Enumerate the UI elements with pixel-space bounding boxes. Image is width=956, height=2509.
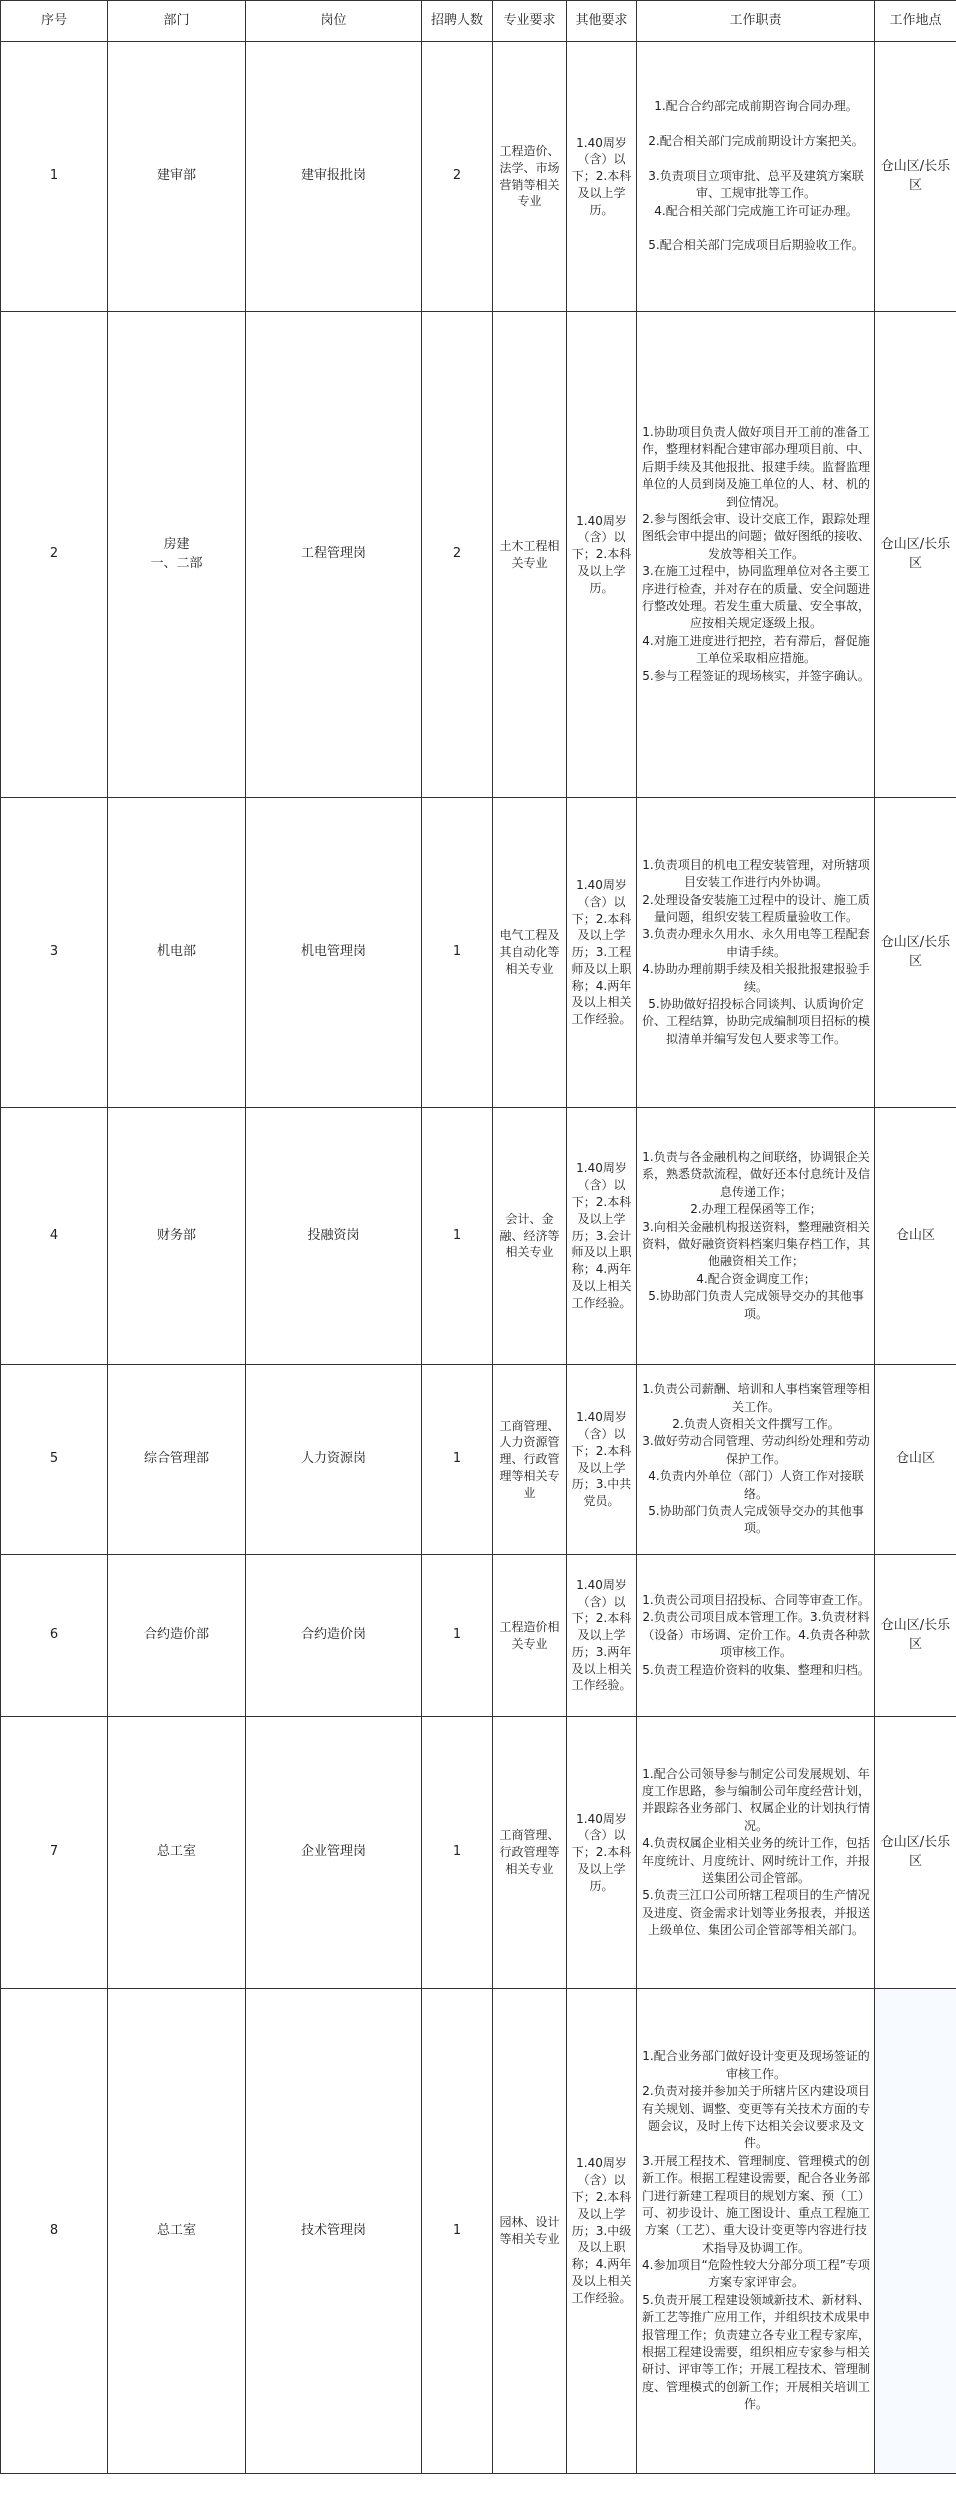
cell-no: 7 xyxy=(1,1717,108,1989)
cell-no: 2 xyxy=(1,312,108,798)
cell-duty: 1.协助项目负责人做好项目开工前的准备工作，整理材料配合建审部办理项目前、中、后期手续及其他报批、报建手续。监督监理单位的人员到岗及施工单位的人、材、机的到位情况。 2.参与图纸会审、设计交底工作，跟踪处理图纸会审中提出的问题；做好图纸的接收、发放等相关工作。 3.在施工过程中，协同监理单位对各主要工序进行检查，并对存在的质量、安全问题进行整改处理。若发生重大质量、安全事故，应按相关规定逐级上报。 4.对施工进度进行把控，若有滞后，督促施工单位采取相应措施。 5.参与工程签证的现场核实，并签字确认。 xyxy=(641,425,870,683)
header-post: 岗位 xyxy=(246,1,422,42)
cell-post: 投融资岗 xyxy=(246,1108,422,1365)
cell-duty: 1.负责公司项目招投标、合同等审查工作。2.负责公司项目成本管理工作。3.负责材料（设备）市场调、定价工作。4.负责各种款项审核工作。 5.负责工程造价资料的收集、整理和归档。 xyxy=(642,1593,870,1677)
cell-major: 会计、金融、经济等相关专业 xyxy=(493,1108,567,1365)
cell-duty-wrap xyxy=(637,798,875,1108)
cell-major: 工程造价、法学、市场营销等相关专业 xyxy=(493,42,567,312)
cell-dept: 财务部 xyxy=(108,1108,246,1365)
cell-count: 1 xyxy=(422,1108,493,1365)
cell-post: 建审报批岗 xyxy=(246,42,422,312)
cell-major: 工程造价相关专业 xyxy=(493,1555,567,1717)
cell-duty-wrap xyxy=(637,1555,875,1717)
cell-dept: 总工室 xyxy=(108,1717,246,1989)
cell-duty-wrap xyxy=(637,1989,875,2474)
cell-no: 6 xyxy=(1,1555,108,1717)
cell-count: 1 xyxy=(422,1989,493,2474)
cell-count: 2 xyxy=(422,312,493,798)
cell-loc: 仓山区 xyxy=(875,1365,956,1555)
cell-no: 4 xyxy=(1,1108,108,1365)
table-row xyxy=(1,312,956,798)
cell-duty: 1.配合业务部门做好设计变更及现场签证的审核工作。 2.负责对接并参加关于所辖片区内建设项目有关规划、调整、变更等有关技术方面的专题会议，及时上传下达相关会议要求及文件。 3.开展工程技术、管理制度、管理模式的创新工作。根据工程建设需要，配合各业务部门进行新建工程项目的规划方案、预（工）可、初步设计、施工图设计、重点工程施工方案（工艺）、重大设计变更等内容进行技术指导及协调工作。 4.参加项目“危险性较大分部分项工程”专项方案专家评审会。 5.负责开展工程建设领域新技术、新材料、新工艺等推广应用工作，并组织技术成果申报管理工作；负责建立各专业工程专家库，根据工程建设需要，组织相应专家参与相关研讨、评审等工作；开展工程技术、管理制度、管理模式的创新工作；开展相关培训工作。 xyxy=(641,2049,870,2412)
cell-dept: 综合管理部 xyxy=(108,1365,246,1555)
cell-loc: 仓山区/长乐区 xyxy=(875,42,956,312)
cell-duty: 1.配合公司领导参与制定公司发展规划、年度工作思路，参与编制公司年度经营计划，并跟踪各业务部门、权属企业的计划执行情况。 4.负责权属企业相关业务的统计工作，包括年度统计、月度统计、网时统计工作，并报送集团公司企管部。 5.负责三江口公司所辖工程项目的生产情况及进度、资金需求计划等业务报表，并报送上级单位、集团公司企管部等相关部门。 xyxy=(641,1766,870,1938)
cell-dept: 合约造价部 xyxy=(108,1555,246,1717)
cell-count: 2 xyxy=(422,42,493,312)
cell-other: 1.40周岁（含）以下；2.本科及以上学历。 xyxy=(567,42,637,312)
table-row xyxy=(1,1365,956,1555)
cell-duty-wrap xyxy=(637,312,875,798)
cell-no: 3 xyxy=(1,798,108,1108)
table-row xyxy=(1,42,956,312)
cell-major: 园林、设计等相关专业 xyxy=(493,1989,567,2474)
cell-loc: 仓山区/长乐区 xyxy=(875,1555,956,1717)
cell-other: 1.40周岁（含）以下；2.本科及以上学历；3.中共党员。 xyxy=(567,1365,637,1555)
table-header-row xyxy=(1,1,956,42)
cell-other: 1.40周岁（含）以下；2.本科及以上学历。 xyxy=(567,1717,637,1989)
cell-post: 合约造价岗 xyxy=(246,1555,422,1717)
cell-other: 1.40周岁（含）以下；2.本科及以上学历；3.工程师及以上职称；4.两年及以上相关工作经验。 xyxy=(567,798,637,1108)
cell-duty: 1.配合合约部完成前期咨询合同办理。 2.配合相关部门完成前期设计方案把关。 3.负责项目立项审批、总平及建筑方案联审、工规审批等工作。 4.配合相关部门完成施工许可证办理。 5.配合相关部门完成项目后期验收工作。 xyxy=(648,99,864,253)
header-no: 序号 xyxy=(1,1,108,42)
cell-post: 企业管理岗 xyxy=(246,1717,422,1989)
cell-count: 1 xyxy=(422,1365,493,1555)
table-row xyxy=(1,1989,956,2474)
cell-major: 工商管理、人力资源管理、行政管理等相关专业 xyxy=(493,1365,567,1555)
cell-major: 电气工程及其自动化等相关专业 xyxy=(493,798,567,1108)
cell-no: 8 xyxy=(1,1989,108,2474)
cell-no: 1 xyxy=(1,42,108,312)
header-major: 专业要求 xyxy=(493,1,567,42)
cell-major: 土木工程相关专业 xyxy=(493,312,567,798)
cell-count: 1 xyxy=(422,1717,493,1989)
cell-loc: 仓山区/长乐区 xyxy=(875,312,956,798)
cell-duty-wrap xyxy=(637,1108,875,1365)
cell-post: 人力资源岗 xyxy=(246,1365,422,1555)
cell-other: 1.40周岁（含）以下；2.本科及以上学历；3.会计师及以上职称；4.两年及以上相关工作经验。 xyxy=(567,1108,637,1365)
cell-other: 1.40周岁（含）以下；2.本科及以上学历；3.两年及以上相关工作经验。 xyxy=(567,1555,637,1717)
cell-dept: 建审部 xyxy=(108,42,246,312)
cell-duty: 1.负责公司薪酬、培训和人事档案管理等相关工作。 2.负责人资相关文件撰写工作。 3.做好劳动合同管理、劳动纠纷处理和劳动保护工作。 4.负责内外单位（部门）人资工作对接联络。 5.协助部门负责人完成领导交办的其他事项。 xyxy=(642,1382,870,1536)
table-row xyxy=(1,1717,956,1989)
cell-post: 工程管理岗 xyxy=(246,312,422,798)
header-other: 其他要求 xyxy=(567,1,637,42)
cell-dept: 房建 一、二部 xyxy=(108,312,246,798)
cell-dept: 总工室 xyxy=(108,1989,246,2474)
cell-other: 1.40周岁（含）以下；2.本科及以上学历；3.中级及以上职称；4.两年及以上相关工作经验。 xyxy=(567,1989,637,2474)
cell-post: 技术管理岗 xyxy=(246,1989,422,2474)
cell-duty-wrap xyxy=(637,1717,875,1989)
cell-count: 1 xyxy=(422,798,493,1108)
cell-post: 机电管理岗 xyxy=(246,798,422,1108)
table-row xyxy=(1,1108,956,1365)
cell-major: 工商管理、行政管理等相关专业 xyxy=(493,1717,567,1989)
cell-other: 1.40周岁（含）以下；2.本科及以上学历。 xyxy=(567,312,637,798)
table-row xyxy=(1,798,956,1108)
cell-loc xyxy=(875,1989,956,2474)
cell-no: 5 xyxy=(1,1365,108,1555)
cell-duty-wrap xyxy=(637,1365,875,1555)
header-loc: 工作地点 xyxy=(875,1,956,42)
cell-duty: 1.负责与各金融机构之间联络，协调银企关系，熟悉贷款流程，做好还本付息统计及信息传递工作； 2.办理工程保函等工作； 3.向相关金融机构报送资料，整理融资相关资料，做好融资资料档案归集存档工作，其他融资相关工作； 4.配合资金调度工作； 5.协助部门负责人完成领导交办的其他事项。 xyxy=(641,1150,870,1321)
header-dept: 部门 xyxy=(108,1,246,42)
cell-loc: 仓山区 xyxy=(875,1108,956,1365)
header-duty: 工作职责 xyxy=(637,1,875,42)
cell-dept: 机电部 xyxy=(108,798,246,1108)
cell-duty: 1.负责项目的机电工程安装管理，对所辖项目安装工作进行内外协调。 2.处理设备安装施工过程中的设计、施工质量问题，组织安装工程质量验收工作。 3.负责办理永久用水、永久用电等工程配套申请手续。 4.协助办理前期手续及相关报批报建报验手续。 5.协助做好招投标合同谈判、认质询价定价、工程结算，协助完成编制项目招标的模拟清单并编写发包人要求等工作。 xyxy=(641,857,870,1046)
cell-loc: 仓山区/长乐区 xyxy=(875,1717,956,1989)
header-count: 招聘人数 xyxy=(422,1,493,42)
cell-count: 1 xyxy=(422,1555,493,1717)
cell-duty-wrap xyxy=(637,42,875,312)
cell-loc: 仓山区/长乐区 xyxy=(875,798,956,1108)
table-row xyxy=(1,1555,956,1717)
